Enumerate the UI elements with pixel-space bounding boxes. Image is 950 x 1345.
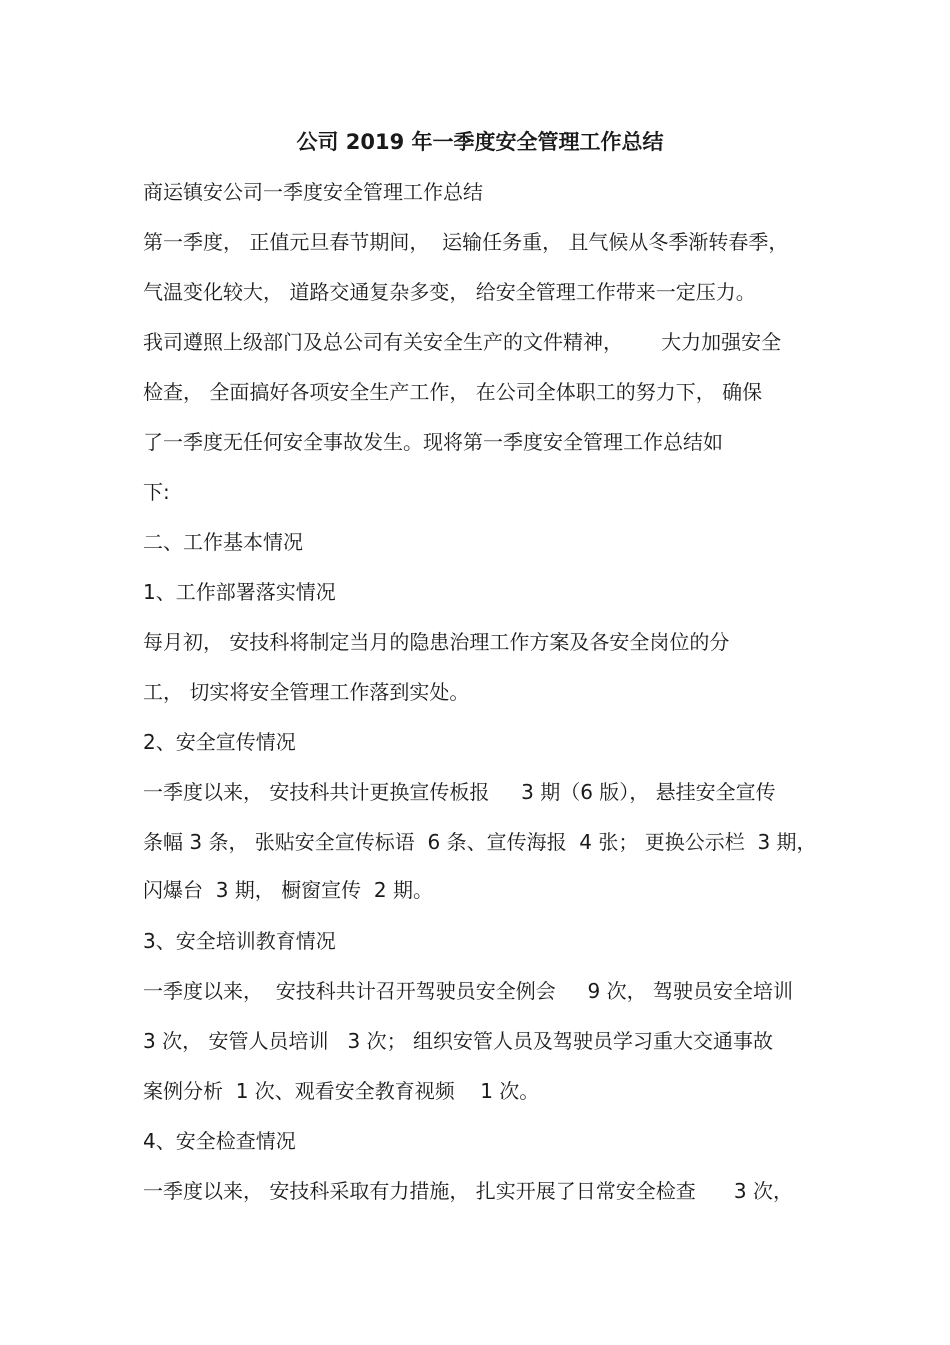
paragraph-line: 案例分析 1 次、观看安全教育视频 1 次。	[143, 1079, 540, 1103]
paragraph-line: 每月初， 安技科将制定当月的隐患治理工作方案及各安全岗位的分	[143, 630, 730, 654]
subsection-heading: 2、安全宣传情况	[143, 730, 296, 754]
paragraph-line: 一季度以来， 安技科共计更换宣传板报 3 期（6 版）， 悬挂安全宣传	[143, 780, 776, 804]
paragraph-line: 条幅 3 条， 张贴安全宣传标语 6 条、宣传海报 4 张； 更换公示栏 3 期，	[143, 830, 817, 854]
paragraph-line: 气温变化较大， 道路交通复杂多变， 给安全管理工作带来一定压力。	[143, 280, 756, 304]
subsection-heading: 4、安全检查情况	[143, 1129, 296, 1153]
paragraph-line: 第一季度， 正值元旦春节期间， 运输任务重， 且气候从冬季渐转春季，	[143, 230, 789, 254]
paragraph-line: 一季度以来， 安技科采取有力措施， 扎实开展了日常安全检查 3 次，	[143, 1179, 793, 1203]
paragraph-line: 检查， 全面搞好各项安全生产工作， 在公司全体职工的努力下， 确保	[143, 380, 763, 404]
subsection-heading: 1、工作部署落实情况	[143, 580, 336, 604]
paragraph-line: 我司遵照上级部门及总公司有关安全生产的文件精神， 大力加强安全	[143, 330, 782, 354]
paragraph-line: 工， 切实将安全管理工作落到实处。	[143, 680, 470, 704]
subtitle-line: 商运镇安公司一季度安全管理工作总结	[143, 180, 483, 204]
paragraph-line: 一季度以来， 安技科共计召开驾驶员安全例会 9 次， 驾驶员安全培训	[143, 979, 793, 1003]
paragraph-line: 3 次， 安管人员培训 3 次； 组织安管人员及驾驶员学习重大交通事故	[143, 1029, 773, 1053]
paragraph-line: 闪爆台 3 期， 橱窗宣传 2 期。	[143, 878, 433, 902]
document-title: 公司 2019 年一季度安全管理工作总结	[296, 130, 664, 154]
paragraph-line: 了一季度无任何安全事故发生。现将第一季度安全管理工作总结如	[143, 430, 723, 454]
section-heading: 二、工作基本情况	[143, 530, 303, 554]
paragraph-line: 下:	[143, 480, 170, 504]
subsection-heading: 3、安全培训教育情况	[143, 929, 336, 953]
